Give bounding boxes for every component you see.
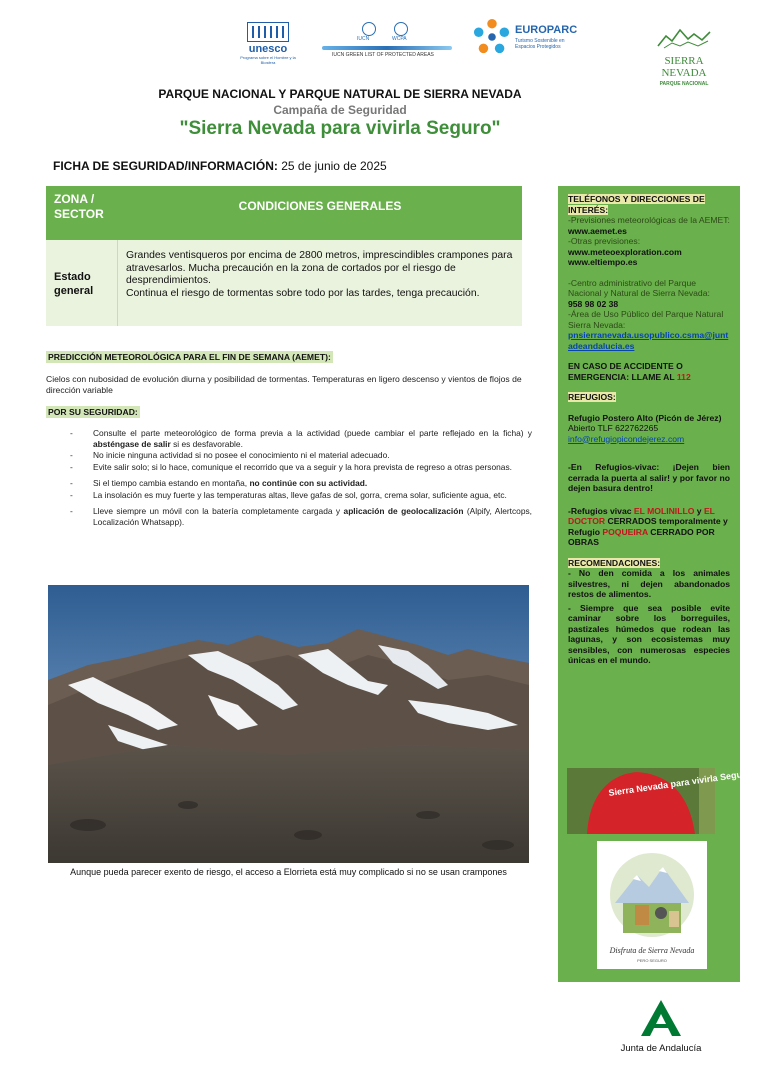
recommendation-2: - Siempre que sea posible evite caminar sobre los borreguiles, pastizales húmedos que rodean las lagunas, y son ecosistemas muy sensibles, con numerosas especies únicas en el mundo. bbox=[568, 602, 730, 665]
list-item bbox=[70, 450, 532, 461]
mountain-icon bbox=[658, 26, 710, 50]
refugios-title bbox=[568, 392, 730, 403]
item-text: (Alpify, Alertcops, Localización Whatsapp). bbox=[93, 506, 532, 527]
campaign-subtitle: Campaña de Seguridad bbox=[273, 103, 407, 117]
emergency-line bbox=[568, 361, 730, 382]
aemet-line bbox=[568, 215, 730, 236]
unesco-logo bbox=[240, 22, 296, 65]
list-item bbox=[70, 462, 532, 473]
ficha-label: FICHA DE SEGURIDAD/INFORMACIÓN: bbox=[53, 159, 278, 173]
phones-title bbox=[568, 194, 730, 215]
emergency-number: 112 bbox=[676, 371, 691, 382]
eltiempo-link[interactable]: www.eltiempo.es bbox=[568, 257, 638, 267]
conditions-table bbox=[46, 186, 522, 326]
spacer bbox=[568, 268, 730, 278]
closed-text: y bbox=[694, 505, 704, 516]
aemet-link[interactable]: www.aemet.es bbox=[568, 225, 627, 236]
recommendations-title bbox=[568, 558, 730, 569]
poster-text: Disfruta de Sierra Nevada bbox=[609, 946, 695, 955]
closed-red: POQUEIRA bbox=[602, 526, 648, 537]
iucn-circle-icon bbox=[362, 22, 376, 36]
ficha-line bbox=[53, 159, 387, 173]
junta-andalucia-logo bbox=[606, 1000, 716, 1054]
spacer bbox=[568, 444, 730, 462]
list-item bbox=[70, 490, 532, 501]
closed-red: EL MOLINILLO bbox=[633, 505, 695, 516]
list-item bbox=[70, 478, 532, 489]
item-text: La insolación es muy fuerte y las temperaturas altas, lleve gafas de sol, gorra, crema solar, suficiente agua, etc. bbox=[93, 489, 507, 500]
safety-title: POR SU SEGURIDAD: bbox=[48, 407, 138, 417]
other-forecasts-label: -Otras previsiones: bbox=[568, 236, 641, 246]
conditions-text-1: Grandes ventisqueros por encima de 2800 metros, imprescindibles crampones para atravesarlos. Mucha precaución en la zona de cortados por el riesgo de desprendimientos. bbox=[126, 250, 513, 286]
junta-a-icon bbox=[641, 1000, 681, 1036]
item-text: No inicie ninguna actividad si no posee el conocimiento ni el material adecuado. bbox=[93, 450, 390, 460]
area-label: -Área de Uso Público del Parque Natural Sierra Nevada: bbox=[568, 309, 724, 330]
refuge-email-line bbox=[568, 434, 730, 445]
forecast-text: Cielos con nubosidad de evolución diurna y posibilidad de tormentas. Temperaturas en ligero descenso y vientos de flojos de dirección variable bbox=[46, 374, 522, 395]
safety-list bbox=[70, 428, 532, 528]
spacer bbox=[568, 494, 730, 506]
iucn-green-list-logo bbox=[322, 20, 452, 60]
forecast-title: PREDICCIÓN METEOROLÓGICA PARA EL FIN DE SEMANA (AEMET): bbox=[48, 352, 331, 362]
sierra-nevada-logo bbox=[652, 26, 716, 96]
europarc-star-icon bbox=[473, 18, 511, 56]
refuge-phone: Abierto TLF 622762265 bbox=[568, 423, 659, 433]
photo-caption: Aunque pueda parecer exento de riesgo, el acceso a Elorrieta está muy complicado si no se usan crampones bbox=[70, 867, 507, 877]
sn-line1: SIERRA bbox=[664, 55, 704, 67]
item-text: Evite salir solo; si lo hace, comunique el recorrido que va a seguir y la hora prevista de regreso a otras personas. bbox=[93, 461, 512, 472]
item-text: Si el tiempo cambia estando en montaña, bbox=[93, 478, 250, 488]
area-email-line bbox=[568, 330, 730, 351]
closed-red: EL DOCTOR bbox=[568, 505, 715, 526]
unesco-sub: Programa sobre el Hombre y la Biosfera bbox=[240, 55, 296, 65]
meteoexploration-link[interactable]: www.meteoexploration.com bbox=[568, 246, 682, 257]
recommendations-title-text: RECOMENDACIONES: bbox=[568, 557, 661, 568]
item-bold: aplicación de geolocalización bbox=[343, 506, 464, 516]
item-bold: no continúe con su actividad. bbox=[249, 478, 368, 488]
spacer bbox=[568, 351, 730, 361]
wcpa-circle-icon bbox=[394, 22, 408, 36]
closed-refuges bbox=[568, 506, 730, 548]
mountain-photo bbox=[48, 585, 529, 863]
area-email-link[interactable]: pnsierranevada.usopublico.csma@juntadeandalucia.es bbox=[568, 330, 729, 351]
centro-label: -Centro administrativo del Parque Nacional y Natural de Sierra Nevada: bbox=[568, 277, 710, 298]
wcpa-label: WCPA bbox=[392, 36, 407, 42]
row-conditions bbox=[118, 240, 522, 326]
europarc-sub: Turismo Sostenible en Espacios Protegidos bbox=[515, 38, 565, 50]
ficha-date: 25 de junio de 2025 bbox=[281, 159, 387, 173]
junta-word: Junta de Andalucía bbox=[620, 1043, 702, 1054]
poster-image bbox=[597, 841, 707, 969]
refuge-email-link[interactable]: info@refugiopicondejerez.com bbox=[568, 433, 685, 444]
closed-text: -Refugios vivac bbox=[568, 505, 634, 516]
closed-text: CERRADOS temporalmente y Refugio bbox=[568, 516, 728, 537]
item-text: Lleve siempre un móvil con la batería completamente cargada y bbox=[93, 506, 344, 516]
iucn-label: IUCN bbox=[357, 36, 370, 42]
aemet-label: -Previsiones meteorológicas de la AEMET: bbox=[568, 215, 730, 225]
spacer bbox=[568, 403, 730, 413]
campaign-shirt-image bbox=[567, 768, 752, 834]
centro-phone: 958 98 02 38 bbox=[568, 298, 619, 309]
campaign-shirt-photo bbox=[567, 768, 752, 834]
sidebar-content bbox=[568, 194, 730, 666]
conditions-header: CONDICIONES GENERALES bbox=[118, 186, 522, 240]
spacer bbox=[568, 382, 730, 392]
zone-header: ZONA / SECTOR bbox=[46, 186, 118, 240]
spacer bbox=[568, 548, 730, 558]
mountain-landscape-image bbox=[48, 585, 529, 863]
unesco-word: unesco bbox=[248, 43, 288, 55]
europarc-logo bbox=[473, 18, 583, 58]
item-text: Consulte el parte meteorológico de forma previa a la actividad (puede cambiar el parte reflejado en la ficha) y bbox=[93, 428, 532, 438]
vivac-note: -En Refugios-vivac: ¡Dejen bien cerrada la puerta al salir! y por favor no dejen basura dentro! bbox=[568, 462, 730, 493]
shirt-text: Sierra Nevada para vivirla Seguro bbox=[607, 768, 752, 798]
park-title: PARQUE NACIONAL Y PARQUE NATURAL DE SIERRA NEVADA bbox=[158, 87, 522, 101]
item-bold: absténgase de salir bbox=[93, 438, 171, 449]
conditions-text-2: Continua el riesgo de tormentas sobre todo por las tardes, tenga precaución. bbox=[126, 287, 480, 299]
disfruta-poster-illustration bbox=[597, 841, 707, 969]
campaign-slogan: "Sierra Nevada para vivirla Seguro" bbox=[179, 118, 501, 139]
sn-line3: PARQUE NACIONAL bbox=[659, 81, 709, 87]
emergency-text: EN CASO DE ACCIDENTE O EMERGENCIA: LLAME AL bbox=[568, 361, 683, 382]
recommendation-1: - No den comida a los animales silvestres, ni dejen abandonados restos de alimentos. bbox=[568, 568, 730, 599]
europarc-word: EUROPARC bbox=[515, 24, 578, 36]
sn-line2: NEVADA bbox=[661, 67, 707, 79]
list-item bbox=[70, 506, 532, 527]
temple-icon bbox=[247, 22, 289, 42]
poster-sub: PERO SEGURO bbox=[637, 958, 667, 963]
refugios-title-text: REFUGIOS: bbox=[568, 392, 616, 402]
phones-title-text: TELÉFONOS Y DIRECCIONES DE INTERÉS: bbox=[568, 194, 705, 215]
item-text: si es desfavorable. bbox=[170, 438, 243, 449]
list-item bbox=[70, 428, 532, 449]
row-label: Estado general bbox=[46, 240, 118, 326]
closed-text: CERRADO POR OBRAS bbox=[568, 526, 715, 547]
green-list-caption: IUCN GREEN LIST OF PROTECTED AREAS bbox=[332, 52, 434, 58]
refuge-name: Refugio Postero Alto (Picón de Jérez) bbox=[568, 412, 722, 423]
green-list-bar bbox=[322, 46, 452, 50]
